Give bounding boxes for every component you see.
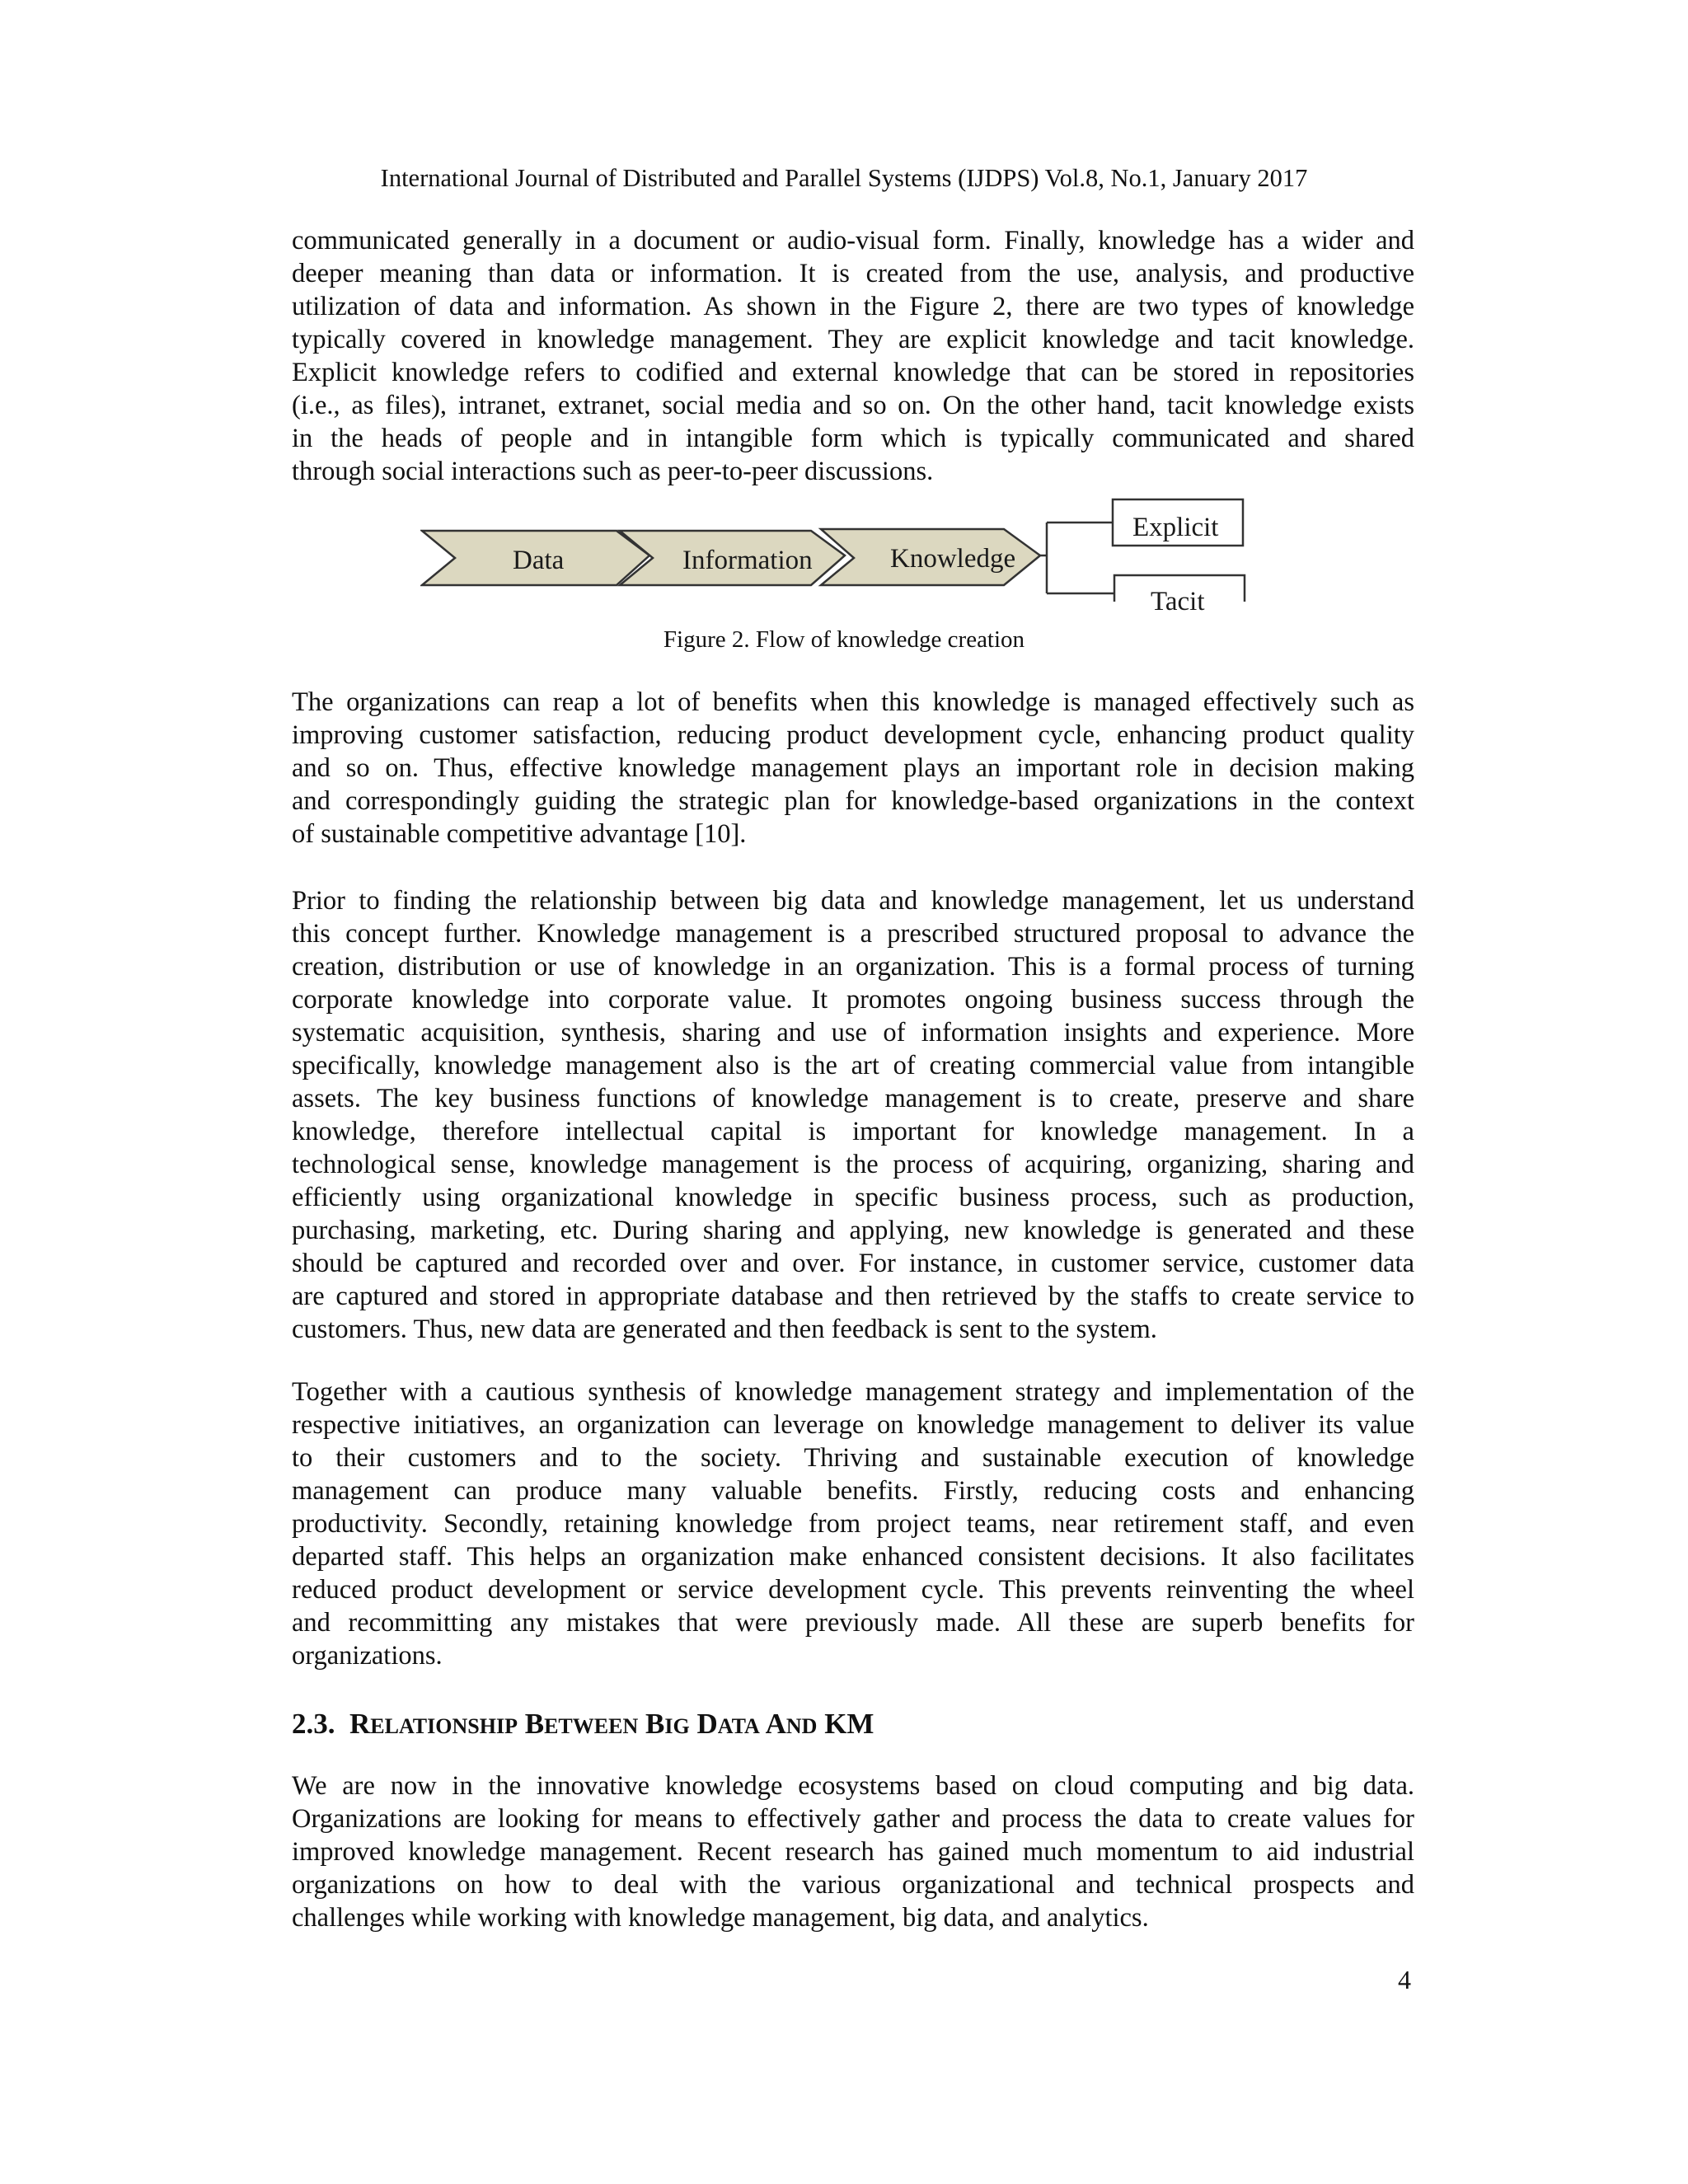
text-line: organizations. bbox=[292, 1641, 443, 1671]
text-line: departed staff. This helps an organization make enhanced consistent decisions. It also facilitates bbox=[292, 1542, 1414, 1572]
section-title-rest: IG bbox=[664, 1714, 690, 1738]
text-line: Organizations are looking for means to effectively gather and process the data to create values for bbox=[292, 1804, 1414, 1834]
section-title-rest: ND bbox=[785, 1714, 818, 1738]
section-title-rest: ELATIONSHIP bbox=[370, 1714, 518, 1738]
section-title-word bbox=[824, 1708, 874, 1740]
text-line: assets. The key business functions of knowledge management is to create, preserve and share bbox=[292, 1084, 1414, 1113]
text-line: of sustainable competitive advantage [10]. bbox=[292, 819, 747, 849]
text-line: communicated generally in a document or audio-visual form. Finally, knowledge has a wider and bbox=[292, 226, 1414, 255]
figure-knowledge-flow bbox=[420, 494, 1253, 616]
chevron-label-information: Information bbox=[682, 546, 813, 575]
text-line: creation, distribution or use of knowledge in an organization. This is a formal process of turning bbox=[292, 952, 1414, 982]
section-title-rest: ATA bbox=[717, 1714, 760, 1738]
section-number: 2.3. bbox=[292, 1708, 335, 1740]
section-title-cap: R bbox=[349, 1708, 371, 1740]
section-heading bbox=[292, 1706, 874, 1745]
text-line: purchasing, marketing, etc. During sharing and applying, new knowledge is generated and these bbox=[292, 1216, 1414, 1245]
section-title-word bbox=[349, 1708, 518, 1740]
text-line: productivity. Secondly, retaining knowledge from project teams, near retirement staff, and even bbox=[292, 1509, 1414, 1539]
text-line: specifically, knowledge management also is the art of creating commercial value from intangible bbox=[292, 1051, 1414, 1080]
text-line: to their customers and to the society. Thriving and sustainable execution of knowledge bbox=[292, 1443, 1414, 1473]
body-paragraph bbox=[292, 686, 1414, 851]
section-title-word bbox=[696, 1708, 759, 1740]
section-title-word bbox=[645, 1708, 690, 1740]
text-line: reduced product development or service development cycle. This prevents reinventing the wheel bbox=[292, 1575, 1414, 1605]
text-line: (i.e., as files), intranet, extranet, social media and so on. On the other hand, tacit knowledge exists bbox=[292, 391, 1414, 420]
figure-caption: Figure 2. Flow of knowledge creation bbox=[663, 626, 1025, 653]
text-line: corporate knowledge into corporate value. It promotes ongoing business success through the bbox=[292, 985, 1414, 1015]
chevron-label-data: Data bbox=[513, 546, 565, 575]
text-line: customers. Thus, new data are generated and then feedback is sent to the system. bbox=[292, 1315, 1157, 1344]
section-title-cap: KM bbox=[824, 1708, 874, 1740]
text-line: are captured and stored in appropriate database and then retrieved by the staffs to create service to bbox=[292, 1282, 1414, 1311]
section-title-cap: B bbox=[645, 1708, 665, 1740]
section-title-cap: A bbox=[765, 1708, 786, 1740]
text-line: this concept further. Knowledge management is a prescribed structured proposal to advance the bbox=[292, 919, 1414, 949]
text-line: systematic acquisition, synthesis, sharing and use of information insights and experience. More bbox=[292, 1018, 1414, 1047]
body-paragraph bbox=[292, 224, 1414, 488]
text-line: and so on. Thus, effective knowledge management plays an important role in decision making bbox=[292, 753, 1414, 783]
box-label-explicit: Explicit bbox=[1132, 513, 1219, 542]
section-title-word bbox=[525, 1708, 639, 1740]
section-title-cap: D bbox=[696, 1708, 718, 1740]
text-line: We are now in the innovative knowledge ecosystems based on cloud computing and big data. bbox=[292, 1771, 1414, 1801]
section-title-word bbox=[766, 1708, 818, 1740]
text-line: and recommitting any mistakes that were previously made. All these are superb benefits for bbox=[292, 1608, 1414, 1638]
text-line: organizations on how to deal with the various organizational and technical prospects and bbox=[292, 1870, 1414, 1900]
page-number: 4 bbox=[1398, 1965, 1411, 1994]
text-line: technological sense, knowledge management is the process of acquiring, organizing, sharing and bbox=[292, 1150, 1414, 1179]
text-line: in the heads of people and in intangible form which is typically communicated and shared bbox=[292, 424, 1414, 453]
text-line: Explicit knowledge refers to codified and external knowledge that can be stored in repositories bbox=[292, 358, 1414, 387]
text-line: improved knowledge management. Recent research has gained much momentum to aid industrial bbox=[292, 1837, 1414, 1867]
text-line: utilization of data and information. As shown in the Figure 2, there are two types of knowledge bbox=[292, 292, 1414, 321]
box-label-tacit: Tacit bbox=[1151, 587, 1205, 616]
text-line: Together with a cautious synthesis of knowledge management strategy and implementation of the bbox=[292, 1377, 1414, 1407]
chevron-label-knowledge: Knowledge bbox=[890, 544, 1016, 574]
text-line: Prior to finding the relationship between big data and knowledge management, let us understand bbox=[292, 886, 1414, 916]
text-line: efficiently using organizational knowledge in specific business process, such as production, bbox=[292, 1183, 1414, 1212]
text-line: improving customer satisfaction, reducing product development cycle, enhancing product quality bbox=[292, 720, 1414, 750]
text-line: should be captured and recorded over and over. For instance, in customer service, customer data bbox=[292, 1249, 1414, 1278]
text-line: respective initiatives, an organization can leverage on knowledge management to deliver its value bbox=[292, 1410, 1414, 1440]
body-paragraph bbox=[292, 884, 1414, 1346]
text-line: knowledge, therefore intellectual capital is important for knowledge management. In a bbox=[292, 1117, 1414, 1146]
text-line: management can produce many valuable benefits. Firstly, reducing costs and enhancing bbox=[292, 1476, 1414, 1506]
section-title bbox=[349, 1708, 874, 1740]
text-line: typically covered in knowledge management. They are explicit knowledge and tacit knowledge. bbox=[292, 325, 1414, 354]
section-title-rest: ETWEEN bbox=[544, 1714, 639, 1738]
text-line: deeper meaning than data or information. It is created from the use, analysis, and productive bbox=[292, 259, 1414, 288]
body-paragraph bbox=[292, 1376, 1414, 1672]
text-line: The organizations can reap a lot of benefits when this knowledge is managed effectively such as bbox=[292, 687, 1414, 717]
section-title-cap: B bbox=[524, 1708, 545, 1740]
text-line: and correspondingly guiding the strategic plan for knowledge-based organizations in the context bbox=[292, 786, 1414, 816]
running-header: International Journal of Distributed and Parallel Systems (IJDPS) Vol.8, No.1, January 2017 bbox=[380, 164, 1308, 192]
text-line: challenges while working with knowledge management, big data, and analytics. bbox=[292, 1903, 1149, 1933]
body-paragraph bbox=[292, 1769, 1414, 1934]
text-line: through social interactions such as peer-to-peer discussions. bbox=[292, 457, 934, 486]
